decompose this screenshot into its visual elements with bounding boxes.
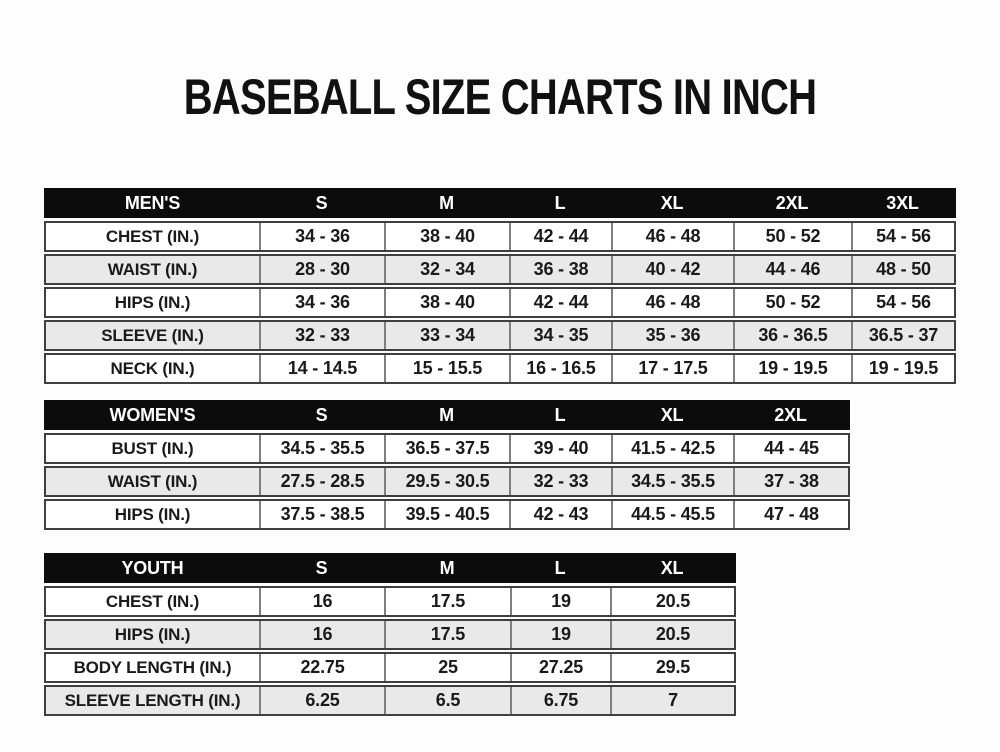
size-value-cell: 6.25 — [259, 687, 384, 714]
size-value-cell: 38 - 40 — [384, 289, 509, 316]
size-value-cell: 42 - 44 — [509, 289, 611, 316]
womens-size-column-header: S — [315, 404, 328, 425]
youth-size-column-header: L — [554, 557, 566, 578]
size-value-cell: 46 - 48 — [611, 289, 733, 316]
size-value-cell: 34.5 - 35.5 — [259, 435, 384, 462]
size-value-cell: 40 - 42 — [611, 256, 733, 283]
mens-size-column-header: 2XL — [775, 192, 809, 213]
size-value-cell: 29.5 — [610, 654, 734, 681]
size-value-cell: 39 - 40 — [509, 435, 611, 462]
womens-table-row — [44, 433, 850, 464]
size-value-cell: 15 - 15.5 — [384, 355, 509, 382]
size-value-cell: 16 — [259, 588, 384, 615]
size-value-cell: 35 - 36 — [611, 322, 733, 349]
size-value-cell: 44 - 46 — [733, 256, 851, 283]
measurement-label: WAIST (IN.) — [107, 259, 198, 279]
size-value-cell: 34 - 36 — [259, 289, 384, 316]
size-value-cell: 39.5 - 40.5 — [384, 501, 509, 528]
measurement-label: SLEEVE (IN.) — [101, 325, 204, 345]
womens-table-row — [44, 466, 850, 497]
size-value-cell: 25 — [384, 654, 510, 681]
size-value-cell: 14 - 14.5 — [259, 355, 384, 382]
size-value-cell: 34 - 36 — [259, 223, 384, 250]
youth-table-row — [44, 652, 736, 683]
mens-table-row — [44, 221, 956, 252]
measurement-label: CHEST (IN.) — [105, 591, 200, 611]
size-value-cell: 42 - 44 — [509, 223, 611, 250]
size-value-cell: 50 - 52 — [733, 223, 851, 250]
womens-size-column-header: XL — [660, 404, 684, 425]
size-value-cell: 7 — [610, 687, 734, 714]
size-value-cell: 20.5 — [610, 588, 734, 615]
size-value-cell: 48 - 50 — [851, 256, 954, 283]
size-value-cell: 32 - 33 — [509, 468, 611, 495]
size-value-cell: 20.5 — [610, 621, 734, 648]
measurement-label: SLEEVE LENGTH (IN.) — [64, 690, 241, 710]
size-value-cell: 36 - 36.5 — [733, 322, 851, 349]
mens-size-column-header: XL — [660, 192, 684, 213]
mens-size-column-header: S — [315, 192, 328, 213]
size-value-cell: 6.5 — [384, 687, 510, 714]
mens-table-title-cell: MEN'S — [124, 192, 181, 213]
womens-size-table — [44, 400, 850, 532]
size-value-cell: 33 - 34 — [384, 322, 509, 349]
size-value-cell: 17.5 — [384, 621, 510, 648]
womens-size-column-header: L — [554, 404, 566, 425]
size-value-cell: 16 — [259, 621, 384, 648]
mens-table-row — [44, 287, 956, 318]
measurement-label: NECK (IN.) — [110, 358, 195, 378]
mens-table-header-row — [44, 188, 956, 218]
youth-table-header-row — [44, 553, 736, 583]
size-value-cell: 36.5 - 37 — [851, 322, 954, 349]
womens-table-header-row — [44, 400, 850, 430]
size-value-cell: 29.5 - 30.5 — [384, 468, 509, 495]
size-value-cell: 37.5 - 38.5 — [259, 501, 384, 528]
size-value-cell: 38 - 40 — [384, 223, 509, 250]
womens-table-row — [44, 499, 850, 530]
mens-size-column-header: 3XL — [886, 192, 919, 213]
size-value-cell: 19 — [510, 621, 610, 648]
mens-size-column-header: M — [439, 192, 454, 213]
measurement-label: HIPS (IN.) — [114, 504, 191, 524]
size-value-cell: 54 - 56 — [851, 289, 954, 316]
size-value-cell: 28 - 30 — [259, 256, 384, 283]
youth-size-column-header: S — [315, 557, 328, 578]
measurement-label: HIPS (IN.) — [114, 292, 191, 312]
youth-table-row — [44, 619, 736, 650]
womens-size-column-header: M — [439, 404, 454, 425]
youth-table-row — [44, 685, 736, 716]
mens-size-column-header: L — [554, 192, 566, 213]
size-value-cell: 44.5 - 45.5 — [611, 501, 733, 528]
size-value-cell: 19 — [510, 588, 610, 615]
mens-size-table — [44, 188, 956, 386]
measurement-label: WAIST (IN.) — [107, 471, 198, 491]
mens-table-row — [44, 353, 956, 384]
size-value-cell: 44 - 45 — [733, 435, 848, 462]
size-value-cell: 17.5 — [384, 588, 510, 615]
mens-table-row — [44, 320, 956, 351]
size-value-cell: 32 - 33 — [259, 322, 384, 349]
youth-table-row — [44, 586, 736, 617]
size-value-cell: 19 - 19.5 — [733, 355, 851, 382]
size-value-cell: 42 - 43 — [509, 501, 611, 528]
womens-size-column-header: 2XL — [774, 404, 807, 425]
measurement-label: HIPS (IN.) — [114, 624, 191, 644]
size-value-cell: 50 - 52 — [733, 289, 851, 316]
size-value-cell: 19 - 19.5 — [851, 355, 954, 382]
size-value-cell: 27.5 - 28.5 — [259, 468, 384, 495]
size-value-cell: 22.75 — [259, 654, 384, 681]
size-value-cell: 36 - 38 — [509, 256, 611, 283]
mens-table-row — [44, 254, 956, 285]
size-value-cell: 54 - 56 — [851, 223, 954, 250]
measurement-label: BUST (IN.) — [111, 438, 194, 458]
youth-size-table — [44, 553, 736, 718]
size-value-cell: 34 - 35 — [509, 322, 611, 349]
womens-table-title-cell: WOMEN'S — [109, 404, 196, 425]
size-value-cell: 32 - 34 — [384, 256, 509, 283]
measurement-label: CHEST (IN.) — [105, 226, 200, 246]
size-value-cell: 41.5 - 42.5 — [611, 435, 733, 462]
size-value-cell: 34.5 - 35.5 — [611, 468, 733, 495]
size-value-cell: 47 - 48 — [733, 501, 848, 528]
youth-table-title-cell: YOUTH — [121, 557, 184, 578]
youth-size-column-header: M — [439, 557, 455, 578]
size-value-cell: 16 - 16.5 — [509, 355, 611, 382]
size-value-cell: 37 - 38 — [733, 468, 848, 495]
size-value-cell: 36.5 - 37.5 — [384, 435, 509, 462]
size-value-cell: 17 - 17.5 — [611, 355, 733, 382]
size-value-cell: 6.75 — [510, 687, 610, 714]
size-value-cell: 27.25 — [510, 654, 610, 681]
youth-size-column-header: XL — [660, 557, 684, 578]
page-title: BASEBALL SIZE CHARTS IN INCH — [183, 69, 817, 125]
size-value-cell: 46 - 48 — [611, 223, 733, 250]
measurement-label: BODY LENGTH (IN.) — [73, 657, 232, 677]
